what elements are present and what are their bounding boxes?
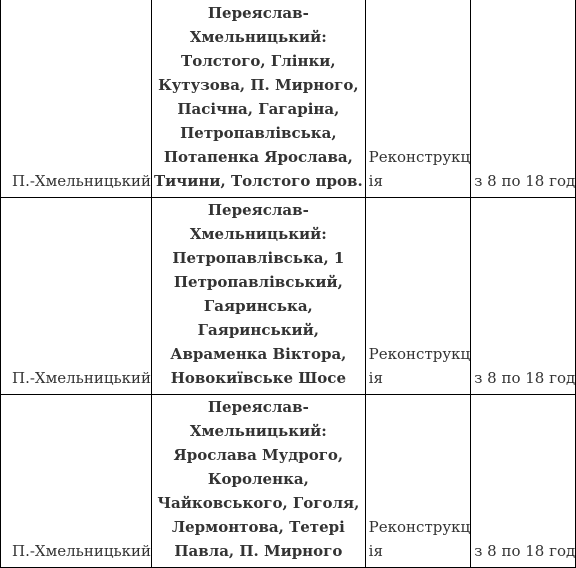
street-line: Чайковського, Гоголя, bbox=[157, 493, 360, 512]
work-type bbox=[366, 145, 471, 197]
district-cell bbox=[1, 0, 152, 197]
work-type-cell bbox=[365, 197, 471, 394]
street-line: Петропавлівська, 1 bbox=[172, 248, 345, 267]
street-line: Гаяринська, bbox=[203, 296, 313, 315]
street-line: Кутузова, П. Мирного, bbox=[158, 75, 359, 94]
street-line: Переяслав- bbox=[207, 200, 309, 219]
street-line: Хмельницький: bbox=[189, 421, 327, 440]
work-type-line: Реконструкц bbox=[368, 344, 471, 363]
outage-time: з 8 по 18 год bbox=[474, 541, 576, 560]
street-line: Переяслав- bbox=[207, 397, 309, 416]
district-name: П.-Хмельницький bbox=[12, 171, 152, 190]
street-line: Ярослава Мудрого, bbox=[173, 445, 344, 464]
street-line: Гаяринський, bbox=[197, 320, 320, 339]
street-line: Хмельницький: bbox=[189, 224, 327, 243]
work-type-cell bbox=[365, 0, 471, 197]
street-line: Переяслав- bbox=[207, 3, 309, 22]
district-name: П.-Хмельницький bbox=[12, 368, 152, 387]
time-cell bbox=[471, 0, 576, 197]
time-cell bbox=[471, 394, 576, 567]
street-list bbox=[152, 1, 365, 197]
outage-time: з 8 по 18 год bbox=[474, 171, 576, 190]
street-line: Толстого, Глінки, bbox=[181, 51, 336, 70]
work-type-line: ія bbox=[368, 541, 383, 560]
work-type-line: ія bbox=[368, 368, 383, 387]
work-type bbox=[366, 515, 471, 567]
work-type bbox=[366, 342, 471, 394]
work-type-cell bbox=[365, 394, 471, 567]
street-line: Петропавлівська, bbox=[180, 123, 337, 142]
address-cell bbox=[152, 0, 366, 197]
district-name: П.-Хмельницький bbox=[12, 541, 152, 560]
street-line: Петропавлівський, bbox=[173, 272, 343, 291]
street-line: Новокиївське Шосе bbox=[170, 368, 346, 387]
work-type-line: ія bbox=[368, 171, 383, 190]
street-list bbox=[152, 198, 365, 394]
street-line: Тичини, Толстого пров. bbox=[154, 171, 363, 190]
district-cell bbox=[1, 197, 152, 394]
time-cell bbox=[471, 197, 576, 394]
street-list bbox=[152, 395, 365, 567]
street-line: Павла, П. Мирного bbox=[174, 541, 343, 560]
street-line: Хмельницький: bbox=[189, 27, 327, 46]
address-cell bbox=[152, 197, 366, 394]
table-row bbox=[1, 394, 576, 567]
outage-time: з 8 по 18 год bbox=[474, 368, 576, 387]
street-line: Лермонтова, Тетері bbox=[171, 517, 345, 536]
work-type-line: Реконструкц bbox=[368, 147, 471, 166]
district-cell bbox=[1, 394, 152, 567]
street-line: Потапенка Ярослава, bbox=[163, 147, 353, 166]
table-row bbox=[1, 197, 576, 394]
work-type-line: Реконструкц bbox=[368, 517, 471, 536]
street-line: Авраменка Віктора, bbox=[170, 344, 347, 363]
table-row bbox=[1, 0, 576, 197]
address-cell bbox=[152, 394, 366, 567]
street-line: Пасічна, Гагаріна, bbox=[177, 99, 340, 118]
street-line: Короленка, bbox=[207, 469, 309, 488]
